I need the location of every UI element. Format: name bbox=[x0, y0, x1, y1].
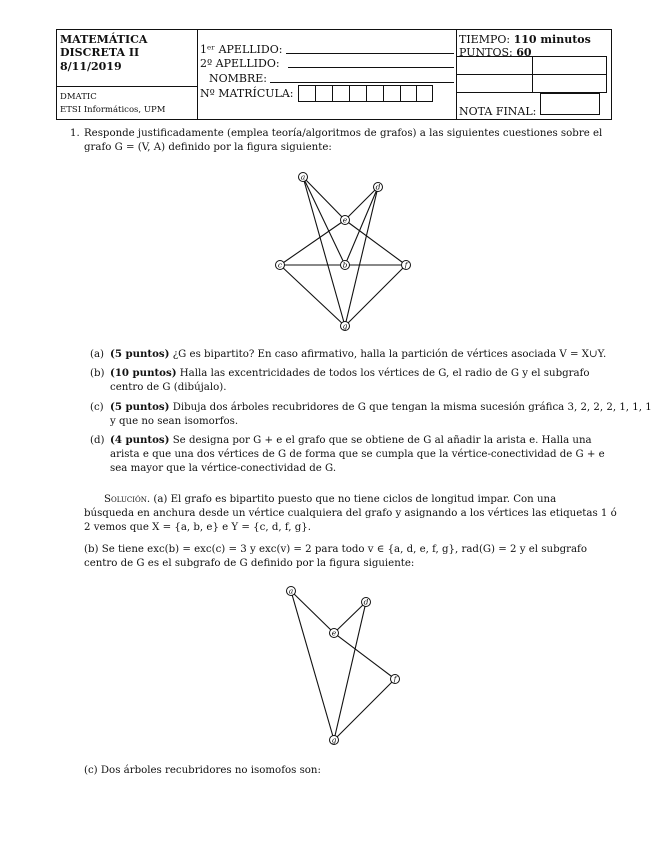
vertex-c bbox=[276, 261, 285, 270]
solution-a: Solución. (a) El grafo es bipartito puesto que no tiene ciclos de longitud impar. Con una búsqueda en anchura desde un vértice cualquiera del grafo y asignando a los vértices las etiquetas 1 ó 2 vemos que X = {a, b, e} e Y = {c, d, f, g}. bbox=[84, 494, 617, 534]
edge-e-c bbox=[280, 220, 345, 265]
course-name-line2: DISCRETA II bbox=[60, 46, 140, 59]
vertex-e bbox=[341, 216, 350, 225]
department: DMATIC bbox=[60, 92, 97, 102]
solution-c: (c) Dos árboles recubridores no isomofos son: bbox=[84, 765, 321, 776]
graph-figure-2 bbox=[275, 580, 415, 750]
header-divider-left bbox=[197, 29, 198, 120]
svg-text:g: g bbox=[331, 735, 337, 745]
svg-text:b: b bbox=[342, 260, 348, 270]
item-a: (a) (5 puntos) ¿G es bipartito? En caso afirmativo, halla la partición de vértices asociada V = X∪Y. bbox=[90, 348, 607, 360]
nota-final-label: NOTA FINAL: bbox=[459, 105, 537, 118]
question-items bbox=[90, 347, 652, 477]
matricula-label: Nº MATRÍCULA: bbox=[200, 87, 294, 100]
svg-text:d: d bbox=[375, 182, 381, 192]
exam-date: 8/11/2019 bbox=[60, 60, 122, 73]
item-d: (d) (4 puntos) Se designa por G + e el grafo que se obtiene de G al añadir la arista e. Halla una arista e que una dos vértices de G de forma que se cumpla que la vértice-conectividad de G + e sea mayor que la vértice-conectividad de G. bbox=[90, 434, 605, 475]
item-c: (c) (5 puntos) Dibuja dos árboles recubridores de G que tengan la misma sucesión gráfica 3, 2, 2, 2, 1, 1, 1 y que no sean isomorfos. bbox=[90, 400, 652, 427]
edge-d-g bbox=[342, 187, 378, 326]
svg-text:e: e bbox=[331, 628, 337, 638]
vertex-d bbox=[362, 598, 371, 607]
apellido1-field[interactable] bbox=[286, 53, 454, 54]
item-b: (b) (10 puntos) Halla las excentricidades de todos los vértices de G, el radio de G y el subgrafo centro de G (dibújalo). bbox=[90, 367, 590, 394]
apellido1-label: 1ᵉʳ APELLIDO: bbox=[200, 43, 283, 56]
vertex-f bbox=[402, 261, 411, 270]
graph-figure-1 bbox=[260, 165, 430, 335]
header-divider-h bbox=[56, 86, 197, 87]
svg-text:f: f bbox=[404, 260, 408, 270]
puntos: PUNTOS: 60 bbox=[459, 46, 532, 59]
nombre-label: NOMBRE: bbox=[209, 72, 268, 85]
edge-f-g bbox=[345, 265, 406, 326]
edge-d-b bbox=[342, 187, 378, 265]
vertex-f bbox=[391, 675, 400, 684]
edge-e-f bbox=[334, 633, 395, 679]
svg-text:g: g bbox=[342, 321, 348, 331]
vertex-b bbox=[341, 261, 350, 270]
solution-b: (b) Se tiene exc(b) = exc(c) = 3 y exc(v) = 2 para todo v ∈ {a, d, e, f, g}, rad(G) = 2 y el subgrafo centro de G es el subgrafo de G definido por la figura siguiente: bbox=[84, 544, 587, 570]
vertex-g bbox=[330, 736, 339, 745]
apellido2-label: 2º APELLIDO: bbox=[200, 57, 280, 70]
vertex-a bbox=[299, 173, 308, 182]
svg-text:e: e bbox=[342, 215, 348, 225]
svg-text:a: a bbox=[300, 172, 306, 182]
vertex-g bbox=[341, 322, 350, 331]
edge-f-g bbox=[334, 679, 395, 740]
edge-c-g bbox=[280, 265, 345, 326]
question-intro: 1. Responde justificadamente (emplea teoría/algoritmos de grafos) a las siguientes cuestiones sobre el grafo G = (V, A) definido por la figura siguiente: bbox=[70, 128, 603, 154]
svg-text:d: d bbox=[363, 597, 369, 607]
edge-d-g bbox=[331, 602, 366, 740]
nota-final-box[interactable] bbox=[540, 93, 600, 115]
school: ETSI Informáticos, UPM bbox=[60, 105, 166, 115]
edge-a-g bbox=[291, 591, 334, 740]
tiempo: TIEMPO: 110 minutos bbox=[459, 33, 591, 46]
edge-d-e bbox=[334, 602, 366, 633]
vertex-a bbox=[287, 587, 296, 596]
svg-text:c: c bbox=[277, 260, 283, 270]
vertex-d bbox=[374, 183, 383, 192]
edge-d-e bbox=[345, 187, 378, 220]
svg-text:a: a bbox=[288, 586, 294, 596]
nombre-field[interactable] bbox=[270, 82, 454, 83]
svg-text:f: f bbox=[393, 674, 397, 684]
apellido2-field[interactable] bbox=[288, 67, 454, 68]
course-name-line1: MATEMÁTICA bbox=[60, 33, 148, 46]
vertex-e bbox=[330, 629, 339, 638]
